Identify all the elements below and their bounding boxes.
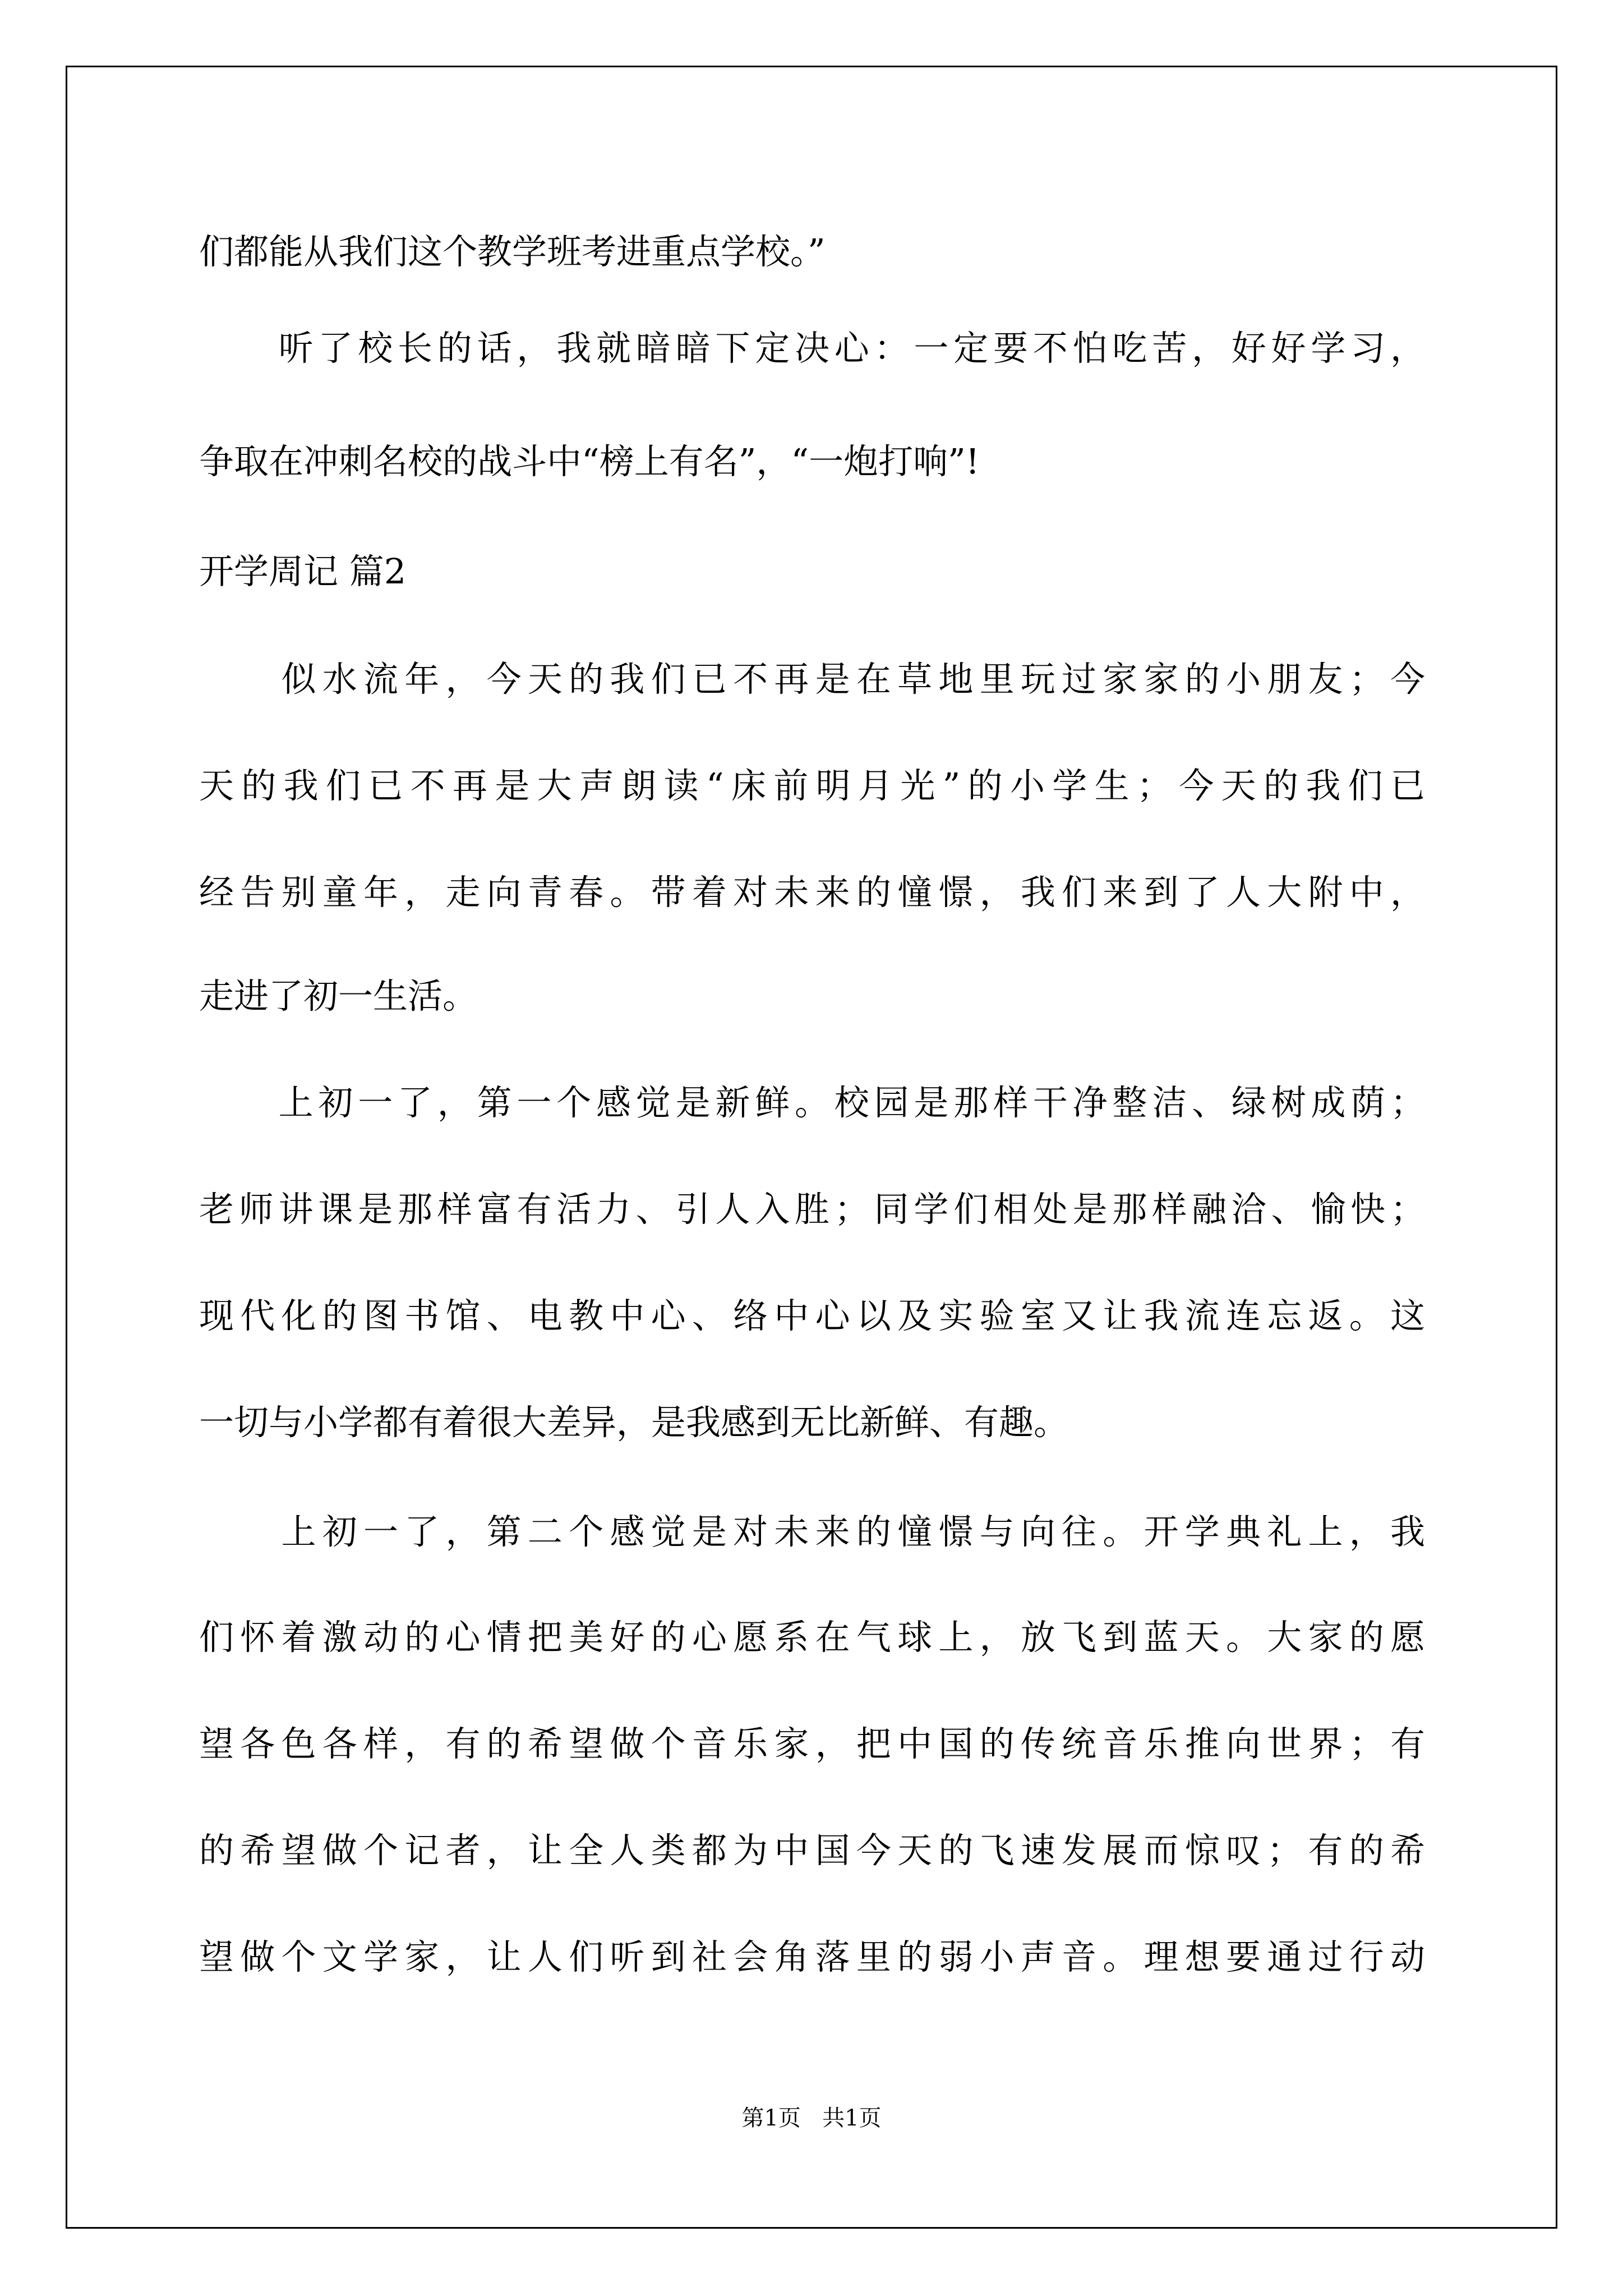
page-number: 第1页 [741,2105,801,2131]
page-total: 共1页 [822,2105,882,2131]
text-line: 争取在冲刺名校的战斗中“榜上有名”，“一炮打响”! [199,441,980,482]
text-line: 的希望做个记者，让全人类都为中国今天的飞速发展而惊叹；有的希 [199,1830,1425,1871]
text-line: 现代化的图书馆、电教中心、络中心以及实验室又让我流连忘返。这 [199,1295,1425,1336]
page-footer [0,2107,1623,2129]
text-line: 上初一了，第二个感觉是对未来的憧憬与向往。开学典礼上，我 [199,1511,1425,1552]
page-border [66,66,1557,2229]
text-line: 老师讲课是那样富有活力、引人入胜；同学们相处是那样融洽、愉快； [199,1189,1425,1230]
text-line: 走进了初一生活。 [199,976,478,1016]
text-line: 上初一了，第一个感觉是新鲜。校园是那样干净整洁、绿树成荫； [199,1082,1425,1123]
text-line: 们都能从我们这个教学班考进重点学校。” [199,231,826,272]
text-line: 似水流年，今天的我们已不再是在草地里玩过家家的小朋友；今 [199,659,1425,700]
text-line: 一切与小学都有着很大差异，是我感到无比新鲜、有趣。 [199,1402,1069,1443]
text-line: 望做个文学家，让人们听到社会角落里的弱小声音。理想要通过行动 [199,1936,1425,1977]
text-line: 望各色各样，有的希望做个音乐家，把中国的传统音乐推向世界；有 [199,1723,1425,1764]
section-heading: 开学周记 篇2 [199,551,407,592]
text-line: 经告别童年，走向青春。带着对未来的憧憬，我们来到了人大附中， [199,872,1425,913]
text-line: 听了校长的话，我就暗暗下定决心：一定要不怕吃苦，好好学习， [199,328,1425,369]
text-line: 天的我们已不再是大声朗读“床前明月光”的小学生；今天的我们已 [199,765,1425,806]
text-line: 们怀着激动的心情把美好的心愿系在气球上，放飞到蓝天。大家的愿 [199,1617,1425,1658]
